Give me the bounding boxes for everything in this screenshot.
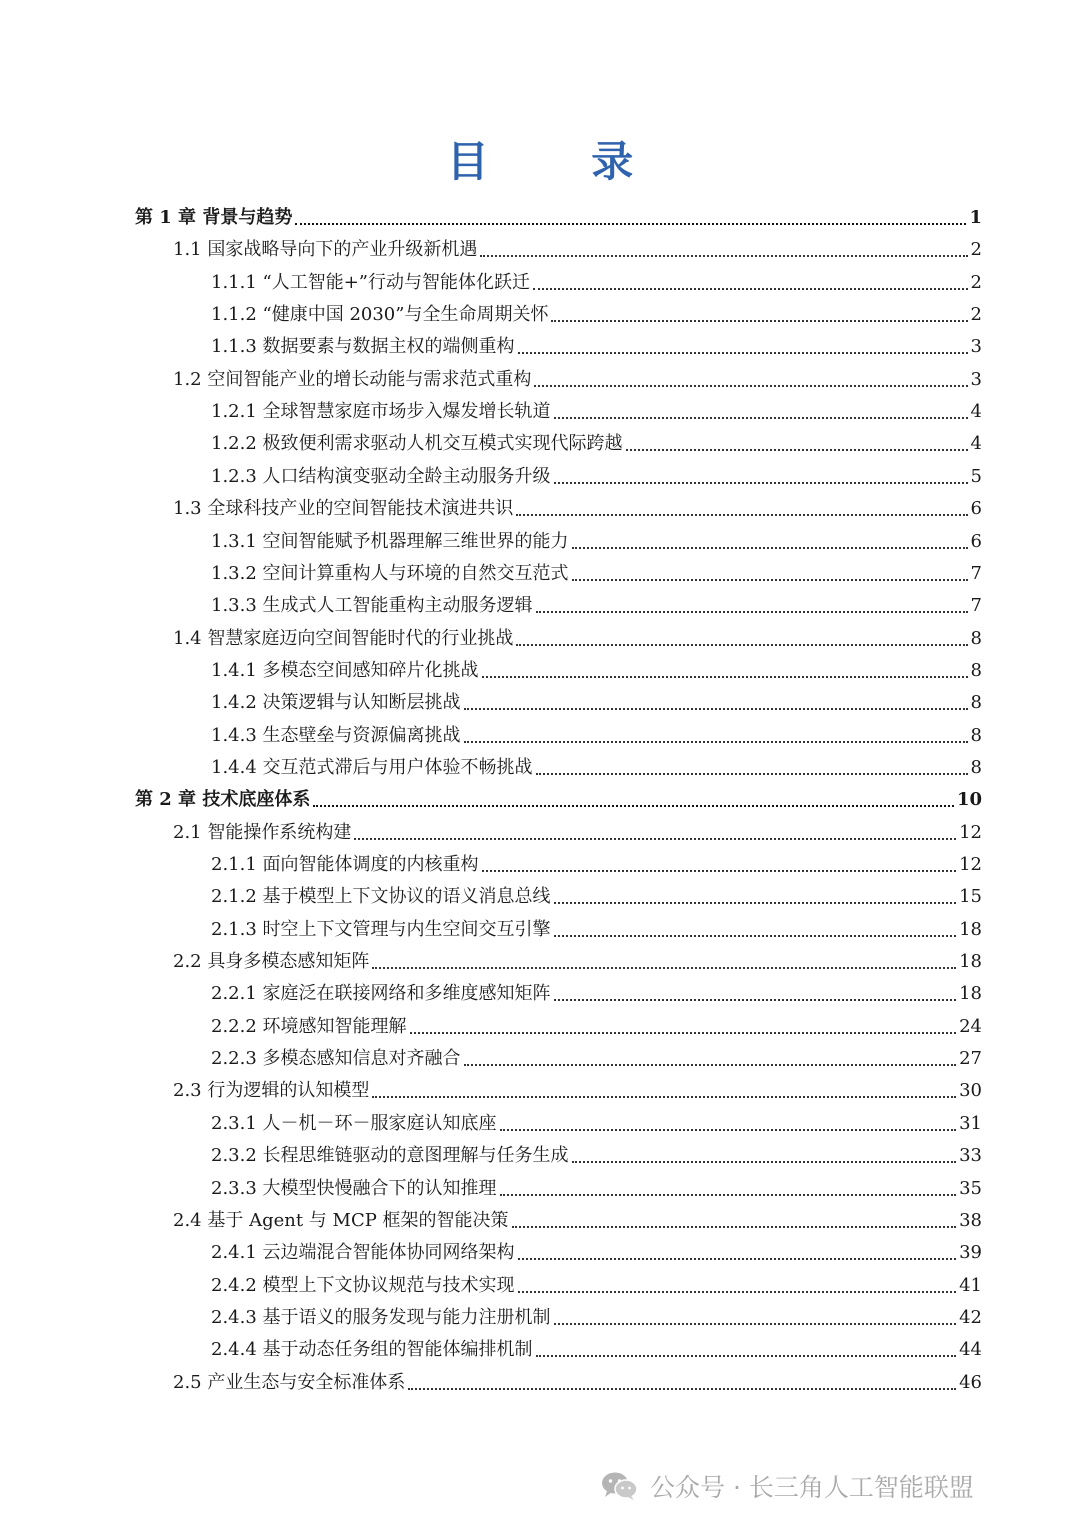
toc-dot-leader xyxy=(408,1387,956,1390)
toc-chapter-entry[interactable] xyxy=(135,202,982,234)
toc-dot-leader xyxy=(572,578,968,581)
toc-subsection-entry[interactable] xyxy=(211,1173,982,1205)
toc-dot-leader xyxy=(554,1322,957,1325)
toc-subsection-entry[interactable] xyxy=(211,1237,982,1269)
toc-page-number: 2 xyxy=(970,239,982,261)
toc-page-number: 44 xyxy=(959,1339,982,1361)
toc-page-number: 3 xyxy=(970,336,982,358)
toc-entry-label: 1.2 空间智能产业的增长动能与需求范式重构 xyxy=(173,368,532,390)
toc-dot-leader xyxy=(626,448,968,451)
toc-dot-leader xyxy=(410,1031,957,1034)
toc-dot-leader xyxy=(516,513,967,516)
toc-entry-label: 2.2.1 家庭泛在联接网络和多维度感知矩阵 xyxy=(211,983,551,1005)
toc-subsection-entry[interactable] xyxy=(211,655,982,687)
toc-entry-label: 2.4.3 基于语义的服务发现与能力注册机制 xyxy=(211,1306,551,1328)
toc-page-number: 18 xyxy=(959,983,982,1005)
toc-subsection-entry[interactable] xyxy=(211,267,982,299)
toc-entry-label: 2.3.1 人－机－环－服家庭认知底座 xyxy=(211,1112,497,1134)
toc-dot-leader xyxy=(464,707,968,710)
toc-subsection-entry[interactable] xyxy=(211,1108,982,1140)
toc-subsection-entry[interactable] xyxy=(211,590,982,622)
toc-page-number: 8 xyxy=(970,724,982,746)
toc-section-entry[interactable] xyxy=(173,1205,982,1237)
toc-entry-label: 2.3.3 大模型快慢融合下的认知推理 xyxy=(211,1177,497,1199)
toc-entry-label: 1.3.3 生成式人工智能重构主动服务逻辑 xyxy=(211,595,533,617)
toc-section-entry[interactable] xyxy=(173,1367,982,1399)
toc-dot-leader xyxy=(518,1290,957,1293)
toc-subsection-entry[interactable] xyxy=(211,1011,982,1043)
wechat-icon xyxy=(600,1471,640,1501)
toc-dot-leader xyxy=(512,1225,957,1228)
toc-section-entry[interactable] xyxy=(173,234,982,266)
toc-entry-label: 2.3.2 长程思维链驱动的意图理解与任务生成 xyxy=(211,1145,569,1167)
toc-subsection-entry[interactable] xyxy=(211,396,982,428)
toc-subsection-entry[interactable] xyxy=(211,1043,982,1075)
toc-dot-leader xyxy=(313,804,954,807)
toc-chapter-entry[interactable] xyxy=(135,784,982,816)
toc-page-number: 31 xyxy=(959,1112,982,1134)
toc-subsection-entry[interactable] xyxy=(211,687,982,719)
toc-dot-leader xyxy=(354,837,956,840)
toc-page-number: 10 xyxy=(956,789,982,811)
toc-page-number: 6 xyxy=(970,498,982,520)
toc-entry-label: 第 1 章 背景与趋势 xyxy=(135,207,293,228)
toc-dot-leader xyxy=(464,740,968,743)
toc-subsection-entry[interactable] xyxy=(211,1270,982,1302)
toc-entry-label: 1.4.3 生态壁垒与资源偏离挑战 xyxy=(211,724,461,746)
toc-entry-label: 1.3 全球科技产业的空间智能技术演进共识 xyxy=(173,498,514,520)
toc-entry-label: 1.1 国家战略导向下的产业升级新机遇 xyxy=(173,239,478,261)
watermark-text: 公众号 · 长三角人工智能联盟 xyxy=(650,1473,974,1502)
toc-dot-leader xyxy=(518,351,968,354)
toc-section-entry[interactable] xyxy=(173,817,982,849)
toc-page-number: 15 xyxy=(959,886,982,908)
toc-dot-leader xyxy=(464,1063,957,1066)
toc-page-number: 18 xyxy=(959,951,982,973)
toc-section-entry[interactable] xyxy=(173,1075,982,1107)
toc-dot-leader xyxy=(295,222,966,225)
toc-entry-label: 2.1.2 基于模型上下文协议的语义消息总线 xyxy=(211,886,551,908)
toc-dot-leader xyxy=(534,384,967,387)
toc-entry-label: 1.4.4 交互范式滞后与用户体验不畅挑战 xyxy=(211,756,533,778)
toc-page-number: 6 xyxy=(970,530,982,552)
toc-page-number: 12 xyxy=(959,854,982,875)
toc-page-number: 2 xyxy=(970,271,982,293)
toc-entry-label: 1.2.3 人口结构演变驱动全龄主动服务升级 xyxy=(211,465,551,487)
toc-page-number: 35 xyxy=(959,1177,982,1199)
toc-dot-leader xyxy=(572,1160,957,1163)
toc-page-number: 2 xyxy=(970,304,982,326)
toc-page-number: 8 xyxy=(970,756,982,778)
toc-dot-leader xyxy=(500,1193,957,1196)
toc-entry-label: 1.2.2 极致便利需求驱动人机交互模式实现代际跨越 xyxy=(211,433,623,455)
toc-dot-leader xyxy=(518,1257,957,1260)
toc-dot-leader xyxy=(500,1128,957,1131)
toc-entry-label: 2.4 基于 Agent 与 MCP 框架的智能决策 xyxy=(173,1209,509,1231)
toc-dot-leader xyxy=(533,287,968,290)
toc-entry-label: 2.4.2 模型上下文协议规范与技术实现 xyxy=(211,1274,515,1296)
toc-dot-leader xyxy=(372,1095,956,1098)
toc-subsection-entry[interactable] xyxy=(211,331,982,363)
toc-page-number: 27 xyxy=(959,1048,982,1070)
toc-entry-label: 2.3 行为逻辑的认知模型 xyxy=(173,1080,370,1102)
toc-subsection-entry[interactable] xyxy=(211,1302,982,1334)
toc-entry-label: 2.4.4 基于动态任务组的智能体编排机制 xyxy=(211,1339,533,1361)
toc-section-entry[interactable] xyxy=(173,493,982,525)
toc-entry-label: 1.1.3 数据要素与数据主权的端侧重构 xyxy=(211,336,515,358)
toc-entry-label: 2.1.1 面向智能体调度的内核重构 xyxy=(211,854,479,875)
toc-subsection-entry[interactable] xyxy=(211,849,982,881)
watermark xyxy=(600,1464,974,1508)
toc-dot-leader xyxy=(536,1354,957,1357)
toc-dot-leader xyxy=(554,901,957,904)
toc-dot-leader xyxy=(480,254,967,257)
toc-dot-leader xyxy=(554,481,968,484)
toc-page-number: 4 xyxy=(970,401,982,423)
toc-page-number: 42 xyxy=(959,1306,982,1328)
toc-section-entry[interactable] xyxy=(173,946,982,978)
toc-entry-label: 第 2 章 技术底座体系 xyxy=(135,789,311,811)
page-title: 目 录 xyxy=(446,137,678,186)
toc-entry-label: 1.3.2 空间计算重构人与环境的自然交互范式 xyxy=(211,562,569,584)
toc-page-number: 1 xyxy=(969,207,982,228)
toc-dot-leader xyxy=(516,643,967,646)
toc-page-number: 30 xyxy=(959,1080,982,1102)
toc-entry-label: 2.2 具身多模态感知矩阵 xyxy=(173,951,370,973)
toc-subsection-entry[interactable] xyxy=(211,720,982,752)
toc-dot-leader xyxy=(536,772,968,775)
toc-subsection-entry[interactable] xyxy=(211,881,982,913)
toc-entry-label: 2.4.1 云边端混合智能体协同网络架构 xyxy=(211,1242,515,1264)
toc-page-number: 8 xyxy=(970,659,982,681)
toc-page-number: 24 xyxy=(959,1015,982,1037)
toc-dot-leader xyxy=(551,319,967,322)
toc-page-number: 46 xyxy=(959,1371,982,1393)
toc-subsection-entry[interactable] xyxy=(211,299,982,331)
toc-subsection-entry[interactable] xyxy=(211,752,982,784)
toc-subsection-entry[interactable] xyxy=(211,1334,982,1366)
toc-subsection-entry[interactable] xyxy=(211,978,982,1010)
toc-entry-label: 2.2.2 环境感知智能理解 xyxy=(211,1015,407,1037)
toc-entry-label: 1.1.2 “健康中国 2030”与全生命周期关怀 xyxy=(211,304,549,326)
toc-entry-label: 1.3.1 空间智能赋予机器理解三维世界的能力 xyxy=(211,530,569,552)
toc-dot-leader xyxy=(554,416,968,419)
toc-subsection-entry[interactable] xyxy=(211,428,982,460)
toc-page-number: 39 xyxy=(959,1242,982,1264)
toc-entry-label: 1.4.2 决策逻辑与认知断层挑战 xyxy=(211,692,461,714)
toc-page-number: 7 xyxy=(970,595,982,617)
toc-entry-label: 1.4.1 多模态空间感知碎片化挑战 xyxy=(211,659,479,681)
toc-page-number: 7 xyxy=(970,562,982,584)
toc-page-number: 4 xyxy=(970,433,982,455)
toc-subsection-entry[interactable] xyxy=(211,558,982,590)
toc-section-entry[interactable] xyxy=(173,623,982,655)
toc-page-number: 3 xyxy=(970,368,982,390)
toc-dot-leader xyxy=(572,546,968,549)
toc-entry-label: 1.4 智慧家庭迈向空间智能时代的行业挑战 xyxy=(173,627,514,649)
toc-subsection-entry[interactable] xyxy=(211,914,982,946)
toc-dot-leader xyxy=(482,675,968,678)
toc-page-number: 8 xyxy=(970,692,982,714)
toc-page-number: 8 xyxy=(970,627,982,649)
toc-subsection-entry[interactable] xyxy=(211,1140,982,1172)
toc-page-number: 18 xyxy=(959,918,982,940)
toc-dot-leader xyxy=(554,998,957,1001)
toc-dot-leader xyxy=(482,869,957,872)
toc-entry-label: 2.5 产业生态与安全标准体系 xyxy=(173,1371,406,1393)
toc-page-number: 33 xyxy=(959,1145,982,1167)
toc-page-number: 38 xyxy=(959,1209,982,1231)
toc-dot-leader xyxy=(372,966,956,969)
toc-page-number: 41 xyxy=(959,1274,982,1296)
toc-dot-leader xyxy=(554,934,957,937)
toc-dot-leader xyxy=(536,610,968,613)
toc-entry-label: 1.2.1 全球智慧家庭市场步入爆发增长轨道 xyxy=(211,401,551,423)
toc-section-entry[interactable] xyxy=(173,364,982,396)
toc-entry-label: 2.1 智能操作系统构建 xyxy=(173,821,352,843)
toc-subsection-entry[interactable] xyxy=(211,526,982,558)
toc-entry-label: 1.1.1 “人工智能+”行动与智能体化跃迁 xyxy=(211,271,531,293)
toc-page-number: 5 xyxy=(970,465,982,487)
toc-entry-label: 2.1.3 时空上下文管理与内生空间交互引擎 xyxy=(211,918,551,940)
toc-entry-label: 2.2.3 多模态感知信息对齐融合 xyxy=(211,1048,461,1070)
toc-subsection-entry[interactable] xyxy=(211,461,982,493)
toc-page-number: 12 xyxy=(959,821,982,843)
